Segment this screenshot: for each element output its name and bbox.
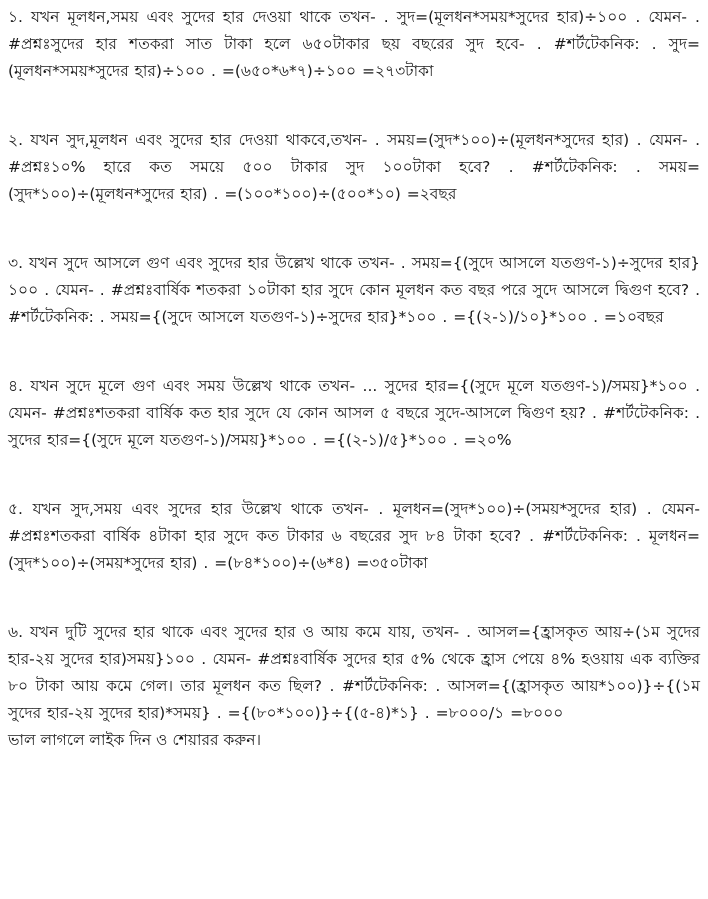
rule-paragraph-4: ৪. যখন সুদে মূলে গুণ এবং সময় উল্লেখ থাকে তখন- ... সুদের হার={(সুদে মূলে যতগুণ-১)/সময়}*১০০ . যেমন- #প্রশ্নঃশতকরা বার্ষিক কত হার সুদে যে কোন আসল ৫ বছরে সুদে-আসলে দ্বিগুণ হয়? . #শর্টটেকনিক: . সুদের হার={(সুদে মূলে যতগুণ-১)/সময়}*১০০ . ={(২-১)/৫}*১০০ . =২০%	[8, 377, 700, 449]
rule-paragraph-2: ২. যখন সুদ,মূলধন এবং সুদের হার দেওয়া থাকবে,তখন- . সময়=(সুদ*১০০)÷(মূলধন*সুদের হার) . যেমন- . #প্রশ্নঃ১০% হারে কত সময়ে ৫০০ টাকার সুদ ১০০টাকা হবে? . #শর্টটেকনিক: . সময়=(সুদ*১০০)÷(মূলধন*সুদের হার) . =(১০০*১০০)÷(৫০০*১০) =২বছর	[8, 131, 700, 203]
rule-paragraph-3: ৩. যখন সুদে আসলে গুণ এবং সুদের হার উল্লেখ থাকে তখন- . সময়={(সুদে আসলে যতগুণ-১)÷সুদের হার}১০০ . যেমন- . #প্রশ্নঃবার্ষিক শতকরা ১০টাকা হার সুদে কোন মূলধন কত বছর পরে সুদে আসলে দ্বিগুণ হবে? . #শর্টটেকনিক: . সময়={(সুদে আসলে যতগুণ-১)÷সুদের হার}*১০০ . ={(২-১)/১০}*১০০ . =১০বছর	[8, 254, 700, 326]
share-request-text: ভাল লাগলে লাইক দিন ও শেয়ারর করুন।	[8, 731, 261, 749]
rule-paragraph-1: ১. যখন মূলধন,সময় এবং সুদের হার দেওয়া থাকে তখন- . সুদ=(মূলধন*সময়*সুদের হার)÷১০০ . যেমন- . #প্রশ্নঃসুদের হার শতকরা সাত টাকা হলে ৬৫০টাকার ছয় বছরের সুদ হবে- . #শর্টটেকনিক: . সুদ=(মূলধন*সময়*সুদের হার)÷১০০ . =(৬৫০*৬*৭)÷১০০ =২৭৩টাকা	[8, 8, 700, 80]
rule-paragraph-6: ৬. যখন দুটি সুদের হার থাকে এবং সুদের হার ও আয় কমে যায়, তখন- . আসল={হ্রাসকৃত আয়÷(১ম সুদের হার-২য় সুদের হার)সময়}১০০ . যেমন- #প্রশ্নঃবার্ষিক সুদের হার ৫% থেকে হ্রাস পেয়ে ৪% হওয়ায় এক ব্যক্তির ৮০ টাকা আয় কমে গেল। তার মূলধন কত ছিল? . #শর্টটেকনিক: . আসল={(হ্রাসকৃত আয়*১০০)}÷{(১ম সুদের হার-২য় সুদের হার)*সময়} . ={(৮০*১০০)}÷{(৫-৪)*১} . =৮০০০/১ =৮০০০	[8, 623, 700, 722]
rule-paragraph-5: ৫. যখন সুদ,সময় এবং সুদের হার উল্লেখ থাকে তখন- . মূলধন=(সুদ*১০০)÷(সময়*সুদের হার) . যেমন- #প্রশ্নঃশতকরা বার্ষিক ৪টাকা হার সুদে কত টাকার ৬ বছরের সুদ ৮৪ টাকা হবে? . #শর্টটেকনিক: . মূলধন=(সুদ*১০০)÷(সময়*সুদের হার) . =(৮৪*১০০)÷(৬*৪) =৩৫০টাকা	[8, 500, 700, 572]
